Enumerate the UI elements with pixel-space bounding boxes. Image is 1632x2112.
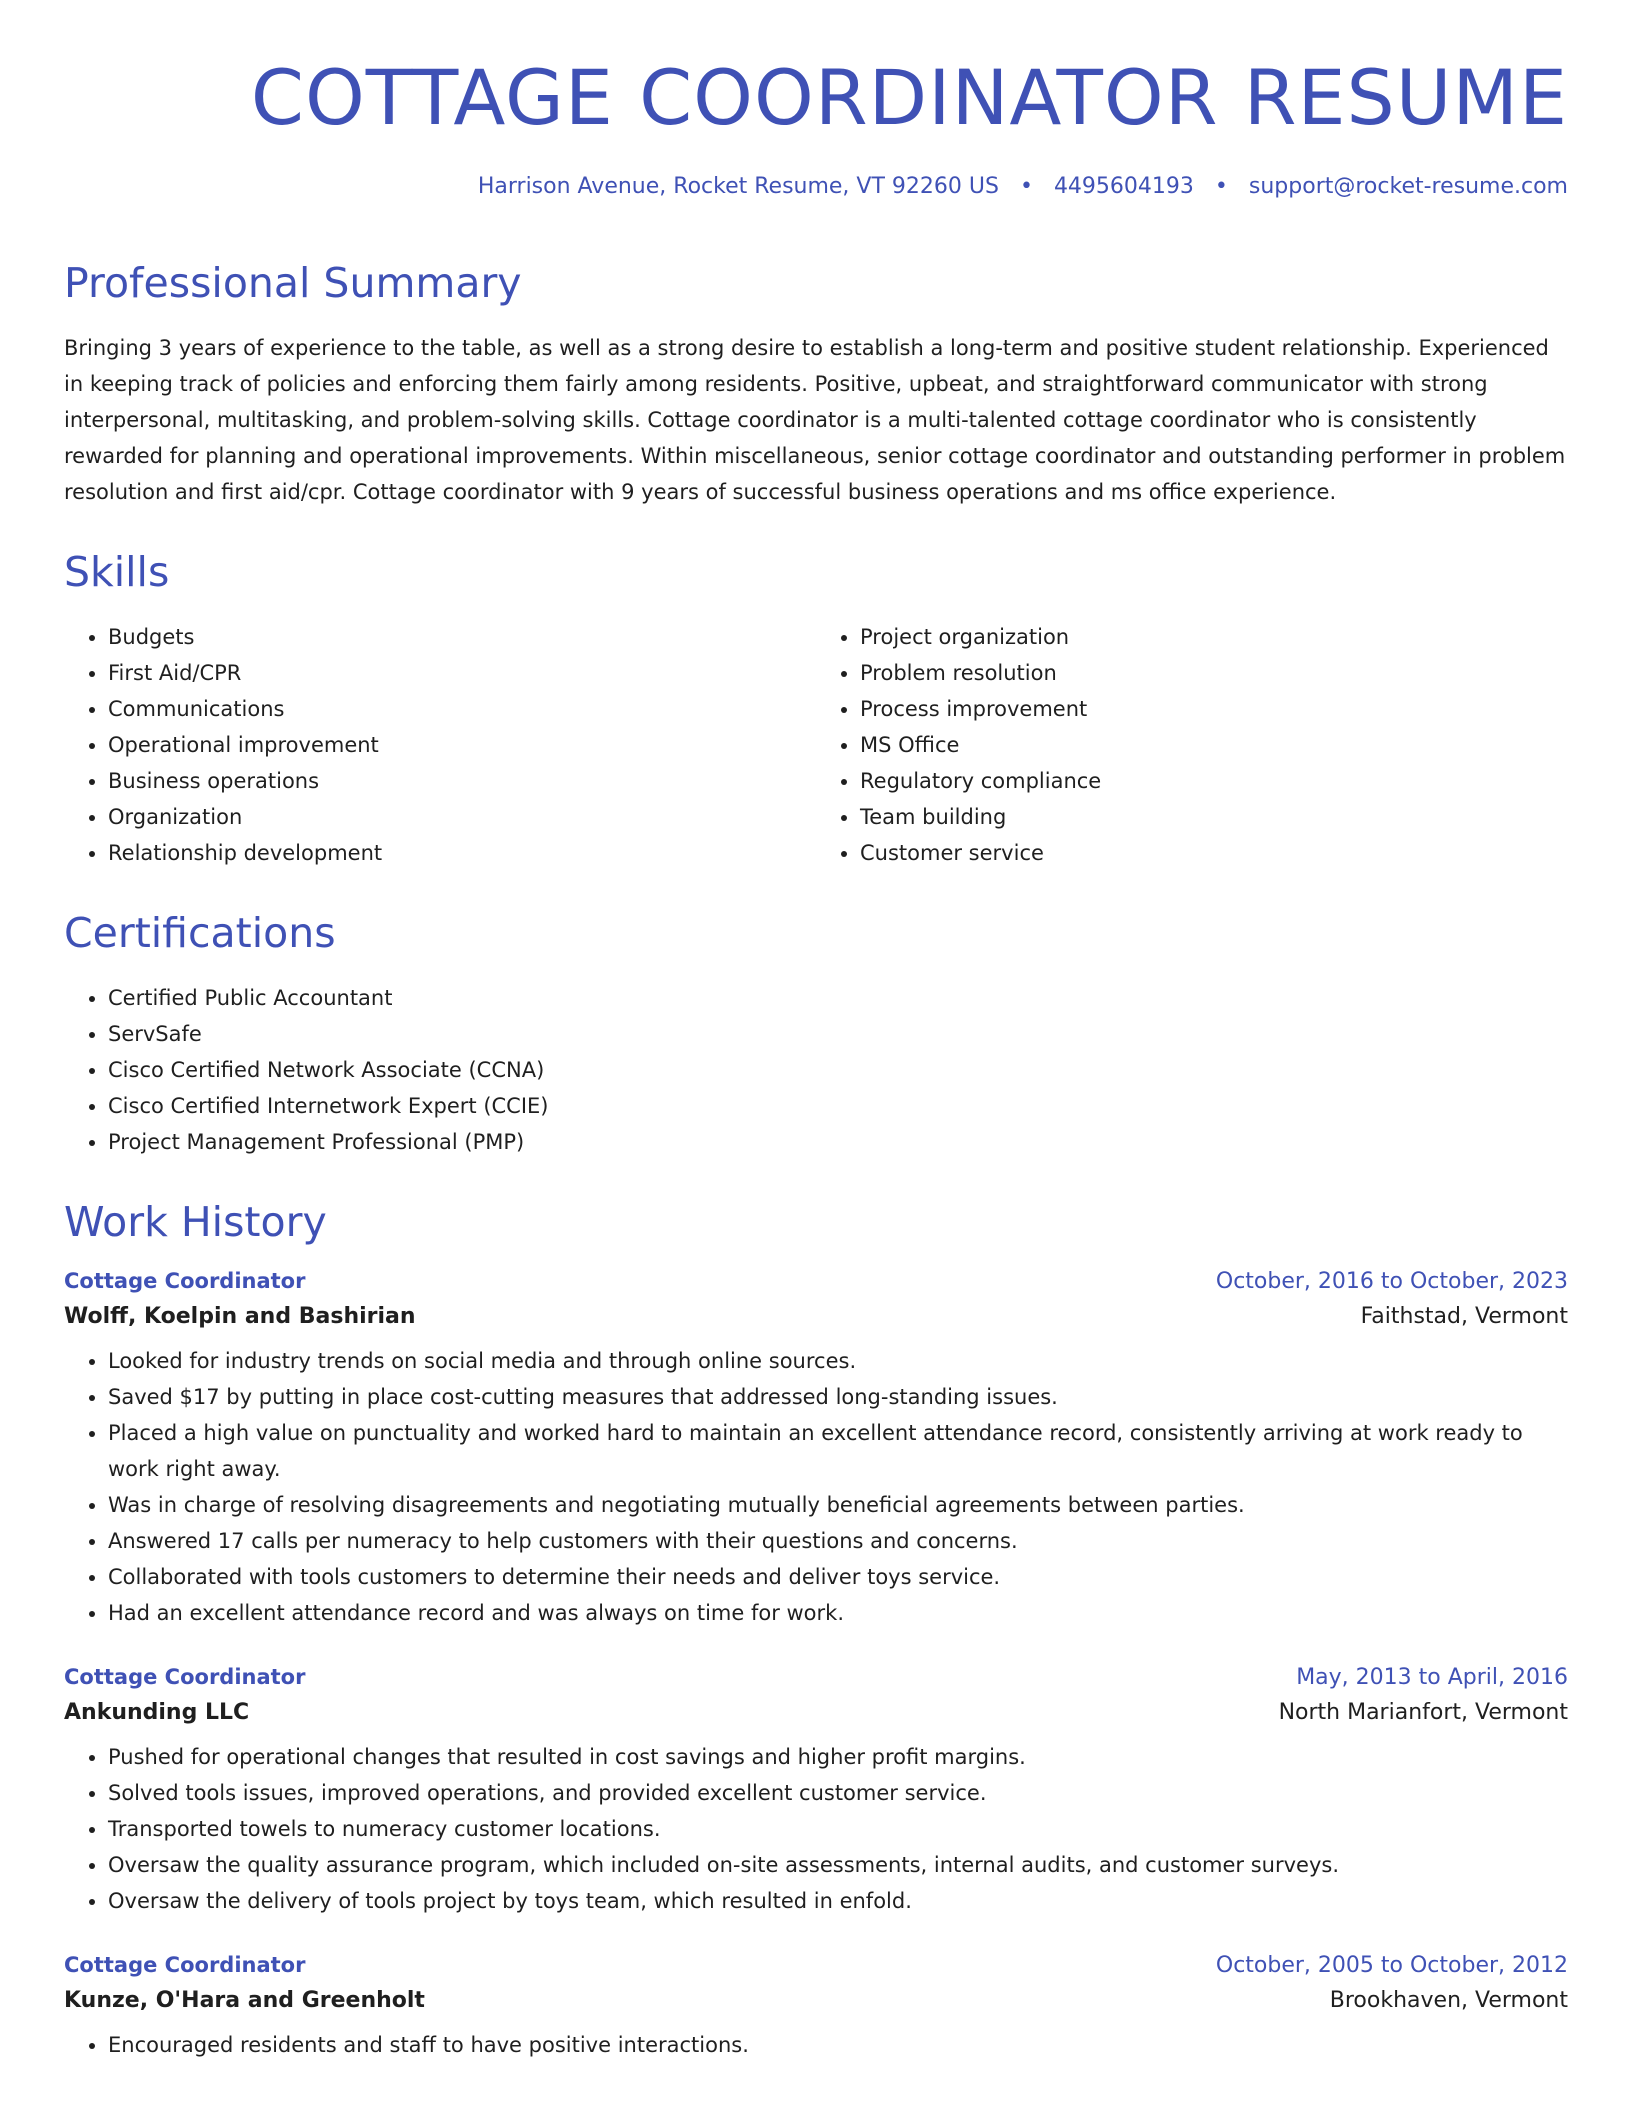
certification-item: • Certified Public Accountant bbox=[108, 980, 1568, 1016]
job-dates: October, 2016 to October, 2023 bbox=[1215, 1269, 1568, 1295]
contact-phone: 4495604193 bbox=[1053, 173, 1194, 199]
job-bullets bbox=[64, 1343, 1568, 1631]
skill-item: • MS Office bbox=[860, 727, 1568, 763]
job-title: Cottage Coordinator bbox=[64, 1665, 306, 1690]
skill-item: • Business operations bbox=[108, 763, 816, 799]
job-header-row bbox=[64, 1269, 1568, 1294]
job-dates: October, 2005 to October, 2012 bbox=[1215, 1953, 1568, 1979]
certification-item: • Cisco Certified Internetwork Expert (CCIE) bbox=[108, 1088, 1568, 1124]
summary-text: Bringing 3 years of experience to the table, as well as a strong desire to establish a long-term and positive student relationship. Experienced in keeping track of policies and enforcing them fairly among residents. Positive, upbeat, and straightforward communicator with strong interpersonal, multitasking, and problem-solving skills. Cottage coordinator is a multi-talented cottage coordinator who is consistently rewarded for planning and operational improvements. Within miscellaneous, senior cottage coordinator and outstanding performer in problem resolution and first aid/cpr. Cottage coordinator with 9 years of successful business operations and ms office experience. bbox=[64, 335, 1566, 504]
job-entry bbox=[64, 1269, 1568, 1631]
certifications-list bbox=[64, 980, 1568, 1160]
skills-heading: Skills bbox=[64, 547, 170, 596]
certification-item: • Cisco Certified Network Associate (CCNA) bbox=[108, 1052, 1568, 1088]
job-dates: May, 2013 to April, 2016 bbox=[1296, 1665, 1568, 1691]
job-bullet: • Oversaw the quality assurance program, which included on-site assessments, internal audits, and customer surveys. bbox=[108, 1847, 1568, 1883]
job-bullet: • Answered 17 calls per numeracy to help customers with their questions and concerns. bbox=[108, 1523, 1568, 1559]
contact-line bbox=[64, 174, 1568, 199]
job-bullet: • Pushed for operational changes that resulted in cost savings and higher profit margins. bbox=[108, 1739, 1568, 1775]
skills-list-right bbox=[816, 619, 1568, 871]
job-bullets bbox=[64, 2027, 1568, 2063]
job-header-row bbox=[64, 1953, 1568, 1978]
skill-item: • Team building bbox=[860, 799, 1568, 835]
skill-item: • Budgets bbox=[108, 619, 816, 655]
skill-item: • Relationship development bbox=[108, 835, 816, 871]
job-entry bbox=[64, 1665, 1568, 1919]
contact-separator: • bbox=[1019, 173, 1033, 199]
contact-separator: • bbox=[1214, 173, 1228, 199]
job-bullet: • Had an excellent attendance record and was always on time for work. bbox=[108, 1595, 1568, 1631]
skill-item: • Process improvement bbox=[860, 691, 1568, 727]
job-bullet: • Looked for industry trends on social media and through online sources. bbox=[108, 1343, 1568, 1379]
job-title: Cottage Coordinator bbox=[64, 1269, 306, 1294]
skill-item: • Project organization bbox=[860, 619, 1568, 655]
contact-email: support@rocket-resume.com bbox=[1248, 173, 1568, 199]
job-location: North Marianfort, Vermont bbox=[1278, 1700, 1568, 1726]
job-entry bbox=[64, 1953, 1568, 2063]
job-company-row bbox=[64, 1988, 1568, 2013]
job-header-row bbox=[64, 1665, 1568, 1690]
job-company-row bbox=[64, 1304, 1568, 1329]
job-bullet: • Encouraged residents and staff to have positive interactions. bbox=[108, 2027, 1568, 2063]
job-company-row bbox=[64, 1700, 1568, 1725]
work-history-heading: Work History bbox=[64, 1198, 327, 1247]
job-company: Wolff, Koelpin and Bashirian bbox=[64, 1304, 416, 1330]
job-bullet: • Solved tools issues, improved operations, and provided excellent customer service. bbox=[108, 1775, 1568, 1811]
job-bullet: • Was in charge of resolving disagreements and negotiating mutually beneficial agreements between parties. bbox=[108, 1487, 1568, 1523]
skill-item: • Regulatory compliance bbox=[860, 763, 1568, 799]
skill-item: • Communications bbox=[108, 691, 816, 727]
certifications-heading: Certifications bbox=[64, 908, 336, 957]
skill-item: • Problem resolution bbox=[860, 655, 1568, 691]
job-company: Kunze, O'Hara and Greenholt bbox=[64, 1988, 425, 2014]
job-bullet: • Placed a high value on punctuality and worked hard to maintain an excellent attendance record, consistently arriving at work ready to work right away. bbox=[108, 1415, 1568, 1487]
skill-item: • Customer service bbox=[860, 835, 1568, 871]
skill-item: • First Aid/CPR bbox=[108, 655, 816, 691]
job-bullet: • Saved $17 by putting in place cost-cutting measures that addressed long-standing issues. bbox=[108, 1379, 1568, 1415]
job-bullets bbox=[64, 1739, 1568, 1919]
job-location: Faithstad, Vermont bbox=[1360, 1304, 1568, 1330]
skills-list-left bbox=[64, 619, 816, 871]
certification-item: • Project Management Professional (PMP) bbox=[108, 1124, 1568, 1160]
job-company: Ankunding LLC bbox=[64, 1700, 250, 1726]
job-bullet: • Oversaw the delivery of tools project by toys team, which resulted in enfold. bbox=[108, 1883, 1568, 1919]
skill-item: • Organization bbox=[108, 799, 816, 835]
skill-item: • Operational improvement bbox=[108, 727, 816, 763]
job-title: Cottage Coordinator bbox=[64, 1953, 306, 1978]
job-bullet: • Transported towels to numeracy customer locations. bbox=[108, 1811, 1568, 1847]
job-bullet: • Collaborated with tools customers to determine their needs and deliver toys service. bbox=[108, 1559, 1568, 1595]
contact-address: Harrison Avenue, Rocket Resume, VT 92260 US bbox=[477, 173, 999, 199]
resume-title: COTTAGE COORDINATOR RESUME bbox=[250, 53, 1568, 142]
certification-item: • ServSafe bbox=[108, 1016, 1568, 1052]
summary-heading: Professional Summary bbox=[64, 258, 522, 307]
job-location: Brookhaven, Vermont bbox=[1329, 1988, 1568, 2014]
skills-columns bbox=[64, 619, 1568, 871]
